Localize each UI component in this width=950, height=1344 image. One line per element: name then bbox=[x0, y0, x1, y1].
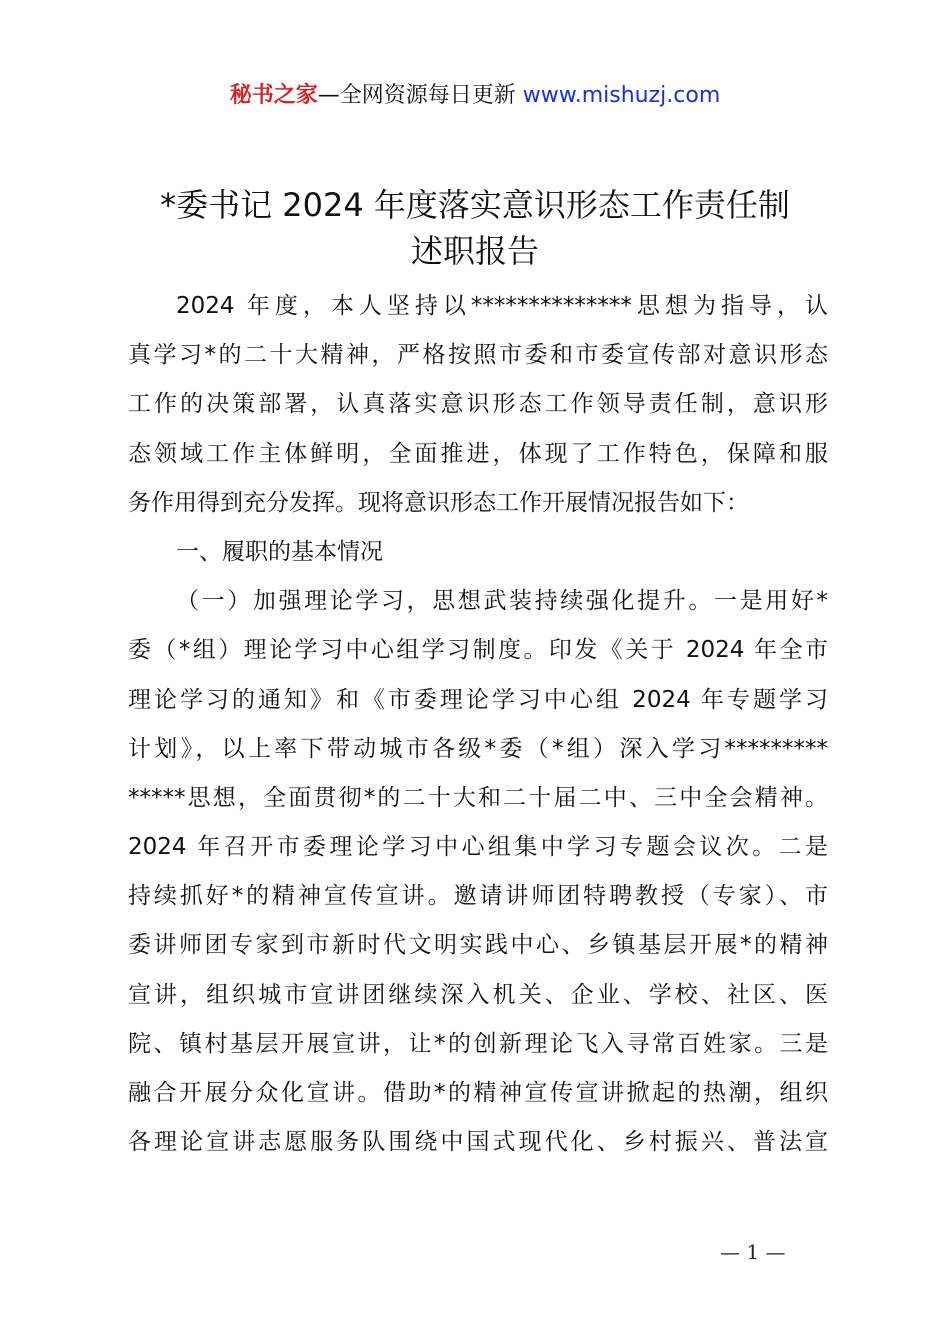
body-line: 工作的决策部署，认真落实意识形态工作领导责任制，意识形 bbox=[128, 391, 828, 418]
document-body bbox=[128, 282, 828, 1167]
body-line: 真学习*的二十大精神，严格按照市委和市委宣传部对意识形态 bbox=[128, 342, 828, 369]
body-line: 务作用得到充分发挥。现将意识形态工作开展情况报告如下： bbox=[128, 489, 749, 516]
body-line: *****思想，全面贯彻*的二十大和二十届二中、三中全会精神。 bbox=[128, 784, 828, 811]
body-line: 委讲师团专家到市新时代文明实践中心、乡镇基层开展*的精神 bbox=[128, 932, 828, 959]
document-title bbox=[0, 182, 950, 274]
document-title-line-1: *委书记 2024 年度落实意识形态工作责任制 bbox=[160, 186, 790, 224]
section-heading: 一、履职的基本情况 bbox=[176, 538, 383, 565]
body-line: 态领域工作主体鲜明，全面推进，体现了工作特色，保障和服 bbox=[128, 440, 828, 467]
body-line: 融合开展分众化宣讲。借助*的精神宣传宣讲掀起的热潮，组织 bbox=[128, 1080, 828, 1106]
body-line: 委（*组）理论学习中心组学习制度。印发《关于 2024 年全市 bbox=[128, 637, 828, 664]
site-tagline: —全网资源每日更新 bbox=[317, 83, 523, 108]
body-line: 各理论宣讲志愿服务队围绕中国式现代化、乡村振兴、普法宣 bbox=[128, 1129, 828, 1156]
body-line: （一）加强理论学习，思想武装持续强化提升。一是用好* bbox=[176, 588, 828, 615]
body-line: 持续抓好*的精神宣传宣讲。邀请讲师团特聘教授（专家）、市 bbox=[128, 883, 828, 910]
site-header bbox=[0, 80, 950, 112]
body-line: 宣讲，组织城市宣讲团继续深入机关、企业、学校、社区、医 bbox=[128, 981, 828, 1008]
body-line: 院、镇村基层开展宣讲，让*的创新理论飞入寻常百姓家。三是 bbox=[128, 1030, 828, 1057]
body-line: 理论学习的通知》和《市委理论学习中心组 2024 年专题学习 bbox=[128, 686, 828, 713]
body-line: 2024 年度，本人坚持以**************思想为指导，认 bbox=[176, 293, 828, 319]
site-brand: 秘书之家 bbox=[229, 83, 318, 108]
body-line: 2024 年召开市委理论学习中心组集中学习专题会议次。二是 bbox=[128, 834, 828, 861]
body-line: 计划》，以上率下带动城市各级*委（*组）深入学习********* bbox=[128, 735, 828, 762]
site-url-link[interactable]: www.mishuzj.com bbox=[522, 83, 721, 108]
page-number: — 1 — bbox=[720, 1240, 786, 1264]
document-title-line-2: 述职报告 bbox=[410, 232, 539, 270]
